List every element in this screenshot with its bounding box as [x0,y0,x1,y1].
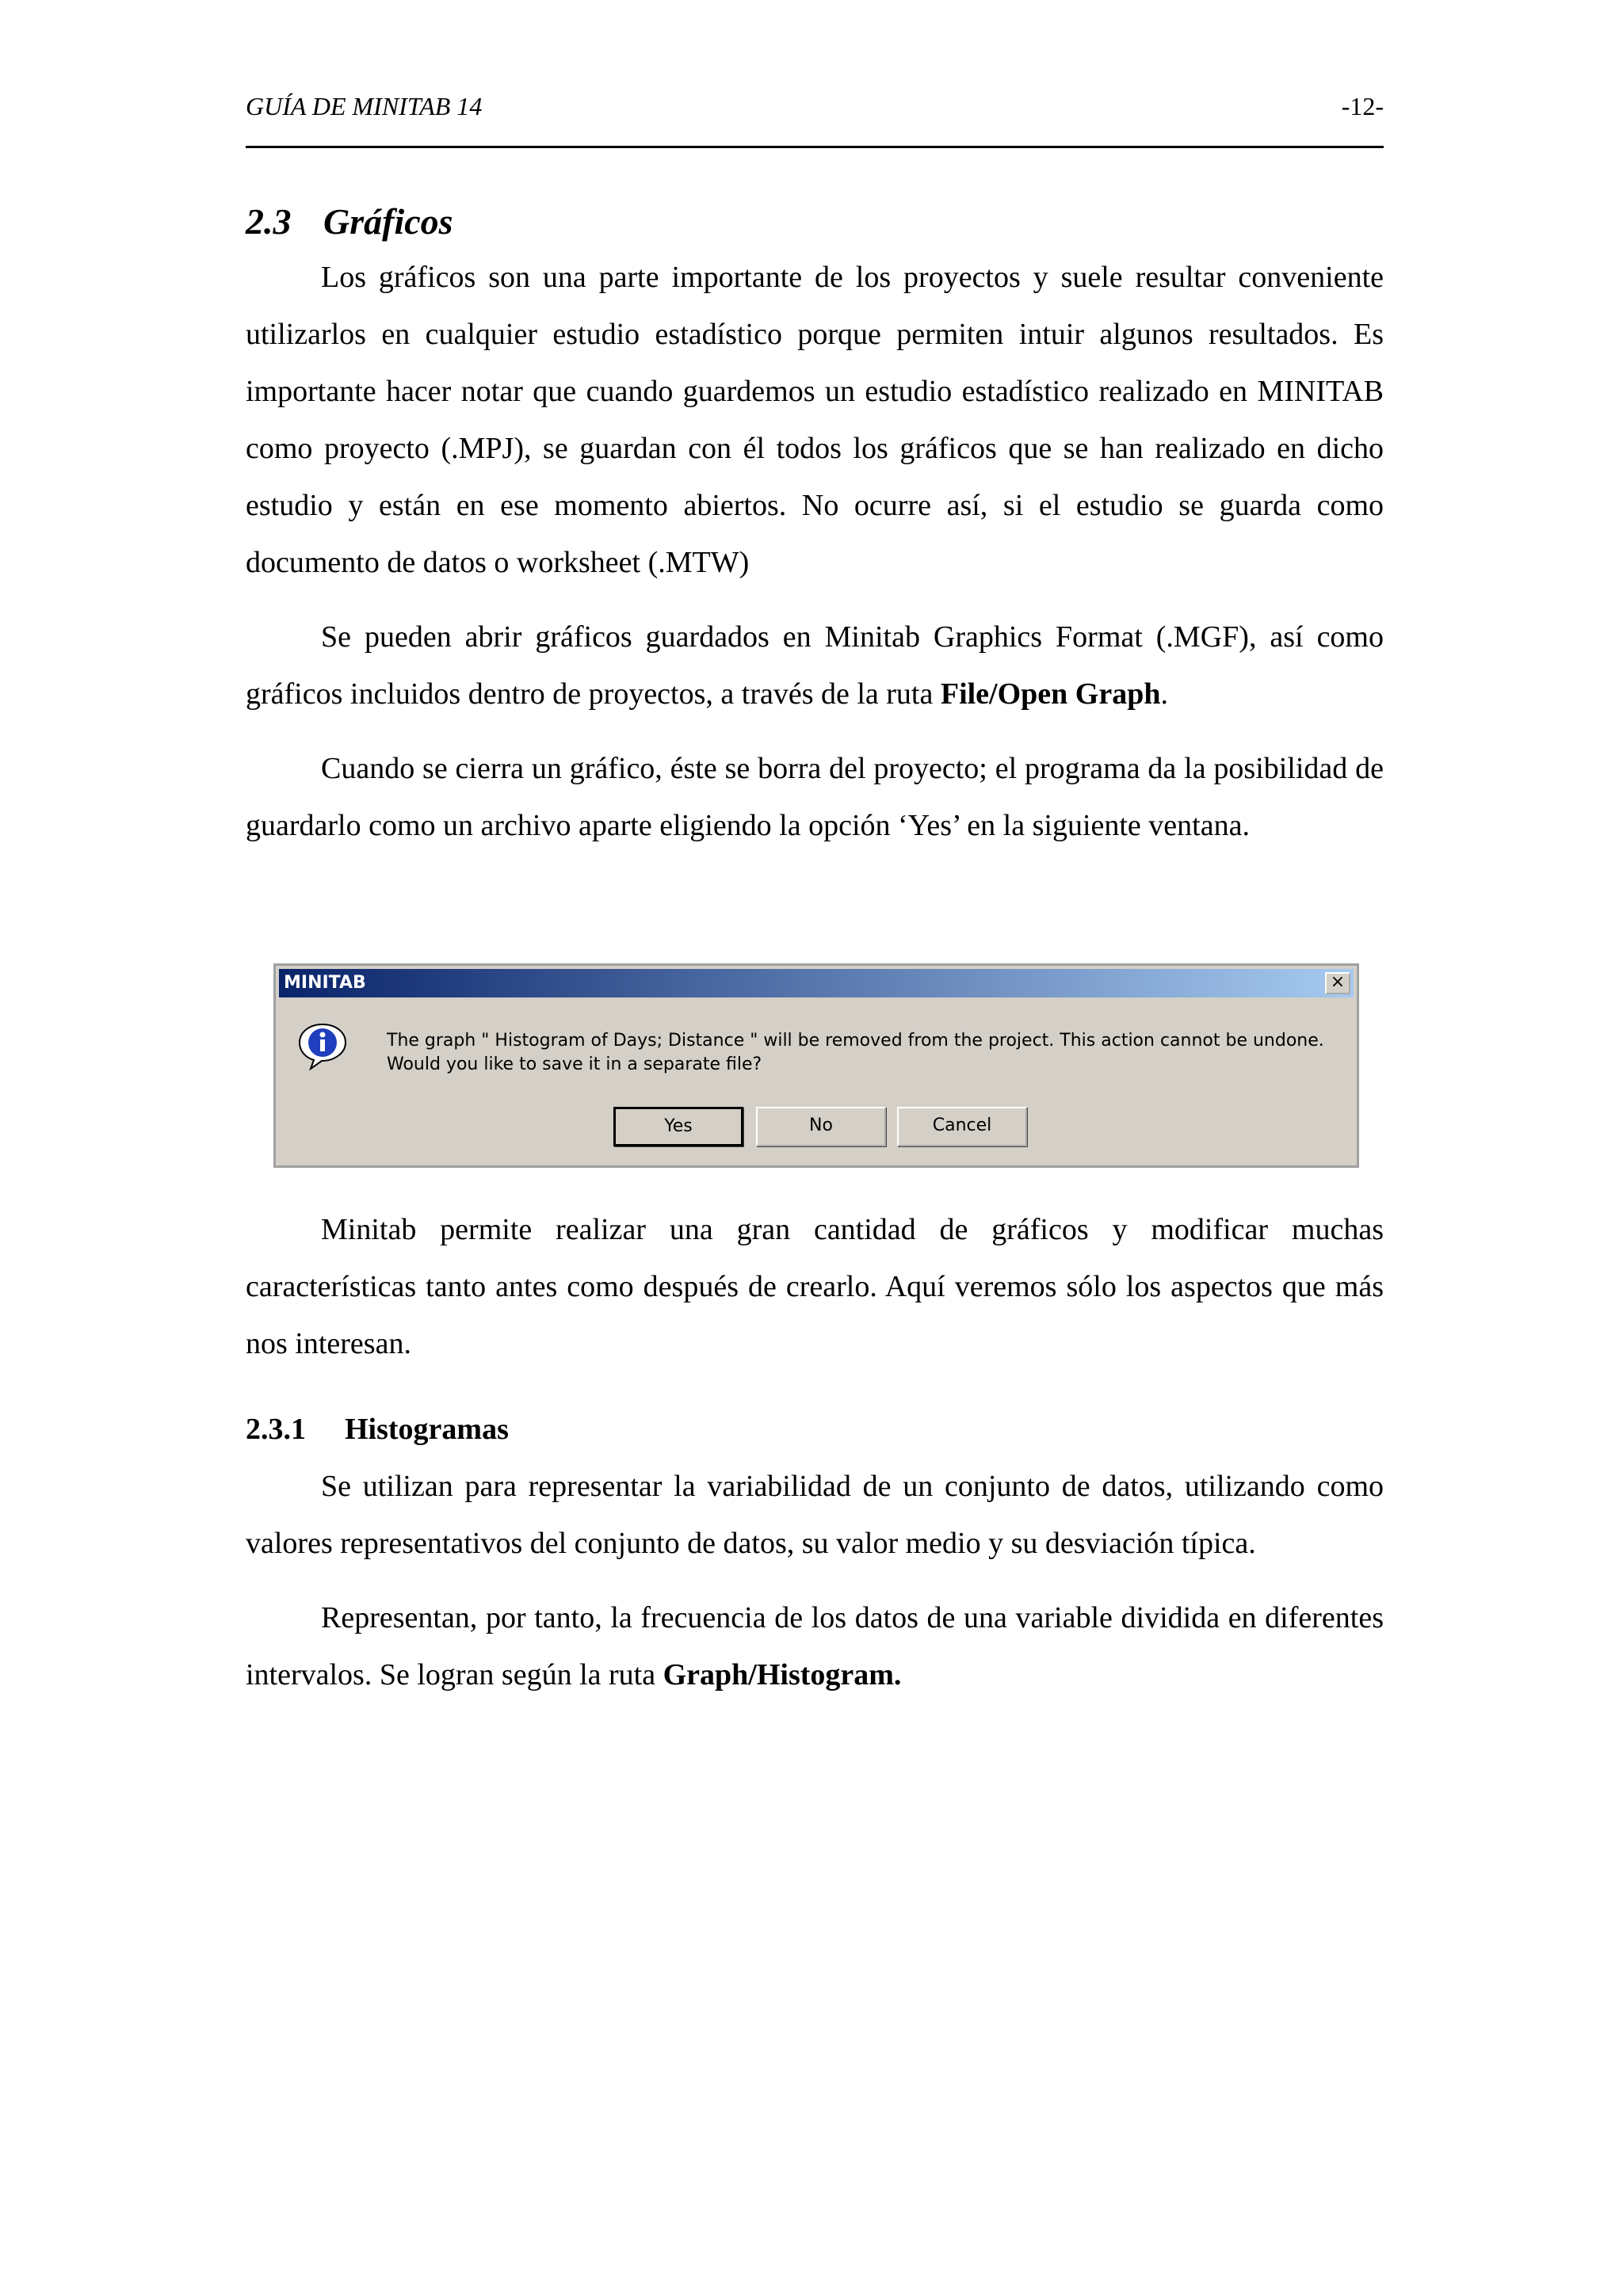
page-content [246,195,1384,1703]
dialog-message: The graph " Histogram of Days; Distance " will be removed from the project. This action cannot be undone. Would you like to save it in a separate file? [387,1031,1324,1074]
no-button[interactable]: No [756,1107,886,1146]
paragraph-text: Se pueden abrir gráficos guardados en Minitab Graphics Format (.MGF), así como gráficos incluidos dentro de proyectos, a través de la ruta [246,620,1384,711]
paragraph-intro: Los gráficos son una parte importante de los proyectos y suele resultar conveniente utilizarlos en cualquier estudio estadístico porque permiten intuir algunos resultados. Es importante hacer notar que cuando guardemos un estudio estadístico realizado en MINITAB como proyecto (.MPJ), se guardan con él todos los gráficos que se han realizado en dicho estudio y están en ese momento abiertos. No ocurre así, si el estudio se guarda como documento de datos o worksheet (.MTW) [246,261,1384,579]
section-number: 2.3 [246,201,292,242]
paragraph-close-graph: Cuando se cierra un gráfico, éste se borra del proyecto; el programa da la posibilidad de guardarlo como un archivo aparte eligiendo la opción ‘Yes’ en la siguiente ventana. [246,752,1384,842]
subsection-number: 2.3.1 [246,1413,306,1446]
dialog-titlebar [279,969,1354,997]
info-icon [296,1021,349,1070]
paragraph-histogram-path [246,1589,1384,1703]
menu-path-histogram: Graph/Histogram. [663,1658,902,1691]
subsection-heading [246,1401,1384,1458]
minitab-dialog [273,963,1359,1168]
paragraph-text: Representan, por tanto, la frecuencia de los datos de una variable dividida en diferentes intervalos. Se logran según la ruta [246,1601,1384,1691]
subsection-title: Histogramas [345,1413,509,1446]
menu-path-open-graph: File/Open Graph [940,677,1161,711]
spacer [246,1372,1384,1401]
paragraph-text: . [1160,677,1168,711]
cancel-button[interactable]: Cancel [897,1107,1027,1146]
section-heading [246,195,1384,249]
header-title: GUÍA DE MINITAB 14 [246,92,483,120]
paragraph-graph-features: Minitab permite realizar una gran cantidad de gráficos y modificar muchas características tanto antes como después de crearlo. Aquí veremos sólo los aspectos que más nos interesan. [246,1213,1384,1360]
yes-button[interactable]: Yes [613,1107,743,1146]
section-title: Gráficos [323,201,453,242]
close-icon[interactable]: × [1325,972,1350,994]
header-rule [246,146,1384,148]
paragraph-open-graph [246,608,1384,723]
paragraph-histogram-purpose: Se utilizan para representar la variabilidad de un conjunto de datos, utilizando como valores representativos del conjunto de datos, su valor medio y su desviación típica. [246,1470,1384,1560]
dialog-title: MINITAB [284,973,366,993]
page-number: -12- [1341,92,1384,120]
